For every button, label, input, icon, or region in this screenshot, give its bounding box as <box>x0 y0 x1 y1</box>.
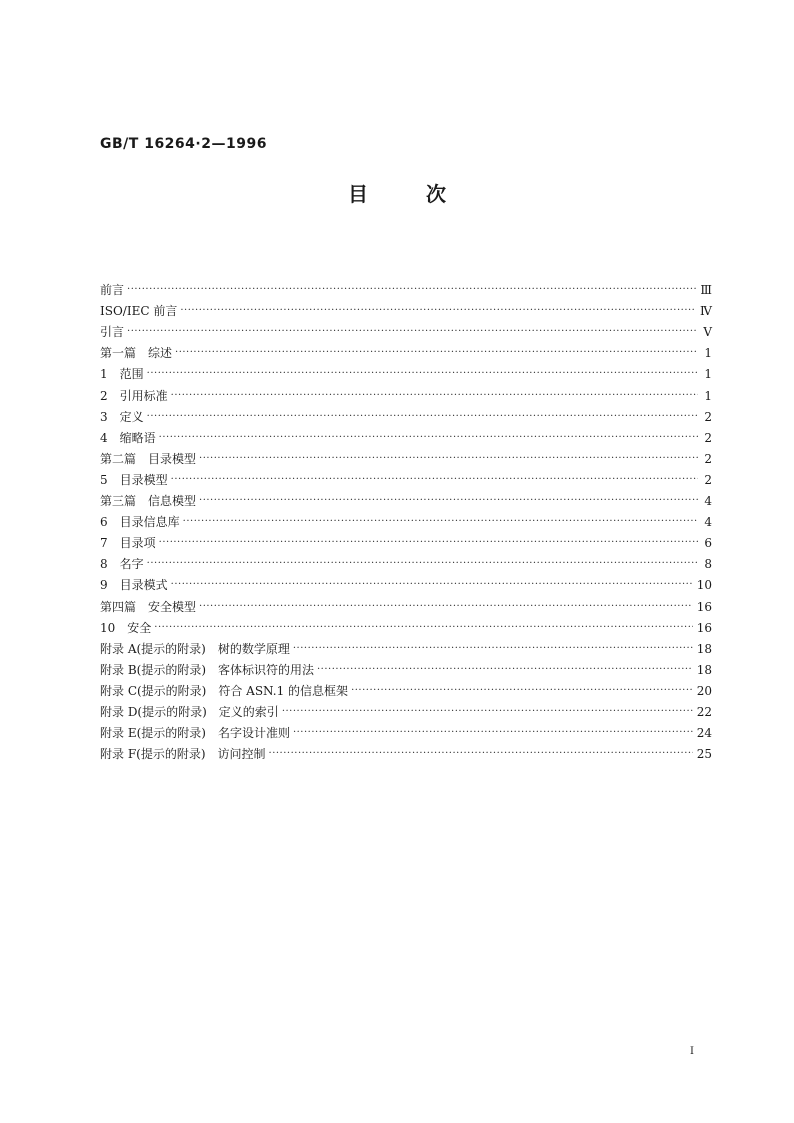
toc-entry-label: 附录 B(提示的附录) 客体标识符的用法 <box>100 662 314 677</box>
toc-entry[interactable] <box>100 445 712 466</box>
toc-entry-page: 2 <box>704 430 712 445</box>
toc-entry-label: 附录 A(提示的附录) 树的数学原理 <box>100 641 290 656</box>
toc-entry-label: ISO/IEC 前言 <box>100 304 178 319</box>
toc-dot-leader <box>199 494 698 508</box>
toc-entry-number: 6 <box>100 515 108 530</box>
toc-entry[interactable] <box>100 635 712 656</box>
toc-entry-page: 2 <box>704 409 712 424</box>
toc-entry-label: 定义 <box>119 409 144 424</box>
toc-entry-label: 第三篇 信息模型 <box>100 494 197 509</box>
toc-dot-leader <box>183 515 698 529</box>
toc-entry-page: 18 <box>696 662 712 677</box>
toc-entry-page: 2 <box>704 472 712 487</box>
toc-entry-number: 7 <box>100 536 108 551</box>
toc-dot-leader <box>293 642 693 656</box>
toc-entry[interactable] <box>100 698 712 719</box>
toc-entry[interactable] <box>100 719 712 740</box>
toc-entry-number: 10 <box>100 620 116 635</box>
toc-dot-leader <box>147 557 698 571</box>
toc-entry-page: 4 <box>704 515 712 530</box>
toc-entry-number: 1 <box>100 367 108 382</box>
toc-dot-leader <box>293 726 693 740</box>
toc-entry-label: 引用标准 <box>119 388 168 403</box>
toc-title-char-2: 次 <box>426 182 446 206</box>
toc-entry-label: 缩略语 <box>119 430 156 445</box>
toc-entry-page: Ⅳ <box>700 304 712 319</box>
toc-entry-page: 6 <box>704 536 712 551</box>
toc-entry-page: 25 <box>696 747 712 762</box>
standard-code: GB/T 16264·2—1996 <box>100 136 267 152</box>
toc-entry[interactable] <box>100 740 712 761</box>
toc-entry-label: 前言 <box>100 283 125 298</box>
toc-entry-page: 20 <box>696 683 712 698</box>
toc-entry[interactable] <box>100 424 712 445</box>
toc-entry-label: 附录 F(提示的附录) 访问控制 <box>100 747 266 762</box>
toc-dot-leader <box>317 663 693 677</box>
toc-entry[interactable] <box>100 297 712 318</box>
toc-entry[interactable] <box>100 339 712 360</box>
toc-entry-label: 附录 C(提示的附录) 符合 ASN.1 的信息框架 <box>100 683 349 698</box>
toc-dot-leader <box>269 747 693 761</box>
toc-entry-label: 附录 D(提示的附录) 定义的索引 <box>100 704 279 719</box>
toc-entry-page: 1 <box>704 367 712 382</box>
toc-entry-number: 5 <box>100 472 108 487</box>
toc-dot-leader <box>282 705 693 719</box>
toc-entry-page: 16 <box>696 620 712 635</box>
toc-entry[interactable] <box>100 403 712 424</box>
toc-title <box>0 178 794 207</box>
toc-entry[interactable] <box>100 529 712 550</box>
toc-dot-leader <box>127 325 698 339</box>
toc-entry-page: 18 <box>696 641 712 656</box>
toc-entry-page: Ⅴ <box>703 325 712 340</box>
toc-entry-number: 9 <box>100 578 108 593</box>
toc-entry-label: 目录信息库 <box>119 515 180 530</box>
toc-dot-leader <box>147 367 698 381</box>
toc-entry-label: 目录模型 <box>119 472 168 487</box>
toc-entry-label: 目录模式 <box>119 578 168 593</box>
toc-dot-leader <box>147 410 698 424</box>
toc-entry-label: 附录 E(提示的附录) 名字设计准则 <box>100 726 290 741</box>
toc-dot-leader <box>171 578 693 592</box>
toc-entry[interactable] <box>100 571 712 592</box>
toc-dot-leader <box>171 389 698 403</box>
toc-entry[interactable] <box>100 487 712 508</box>
toc-entry-label: 第二篇 目录模型 <box>100 451 197 466</box>
toc-entry-label: 第四篇 安全模型 <box>100 599 197 614</box>
toc-entry[interactable] <box>100 550 712 571</box>
toc-entry[interactable] <box>100 592 712 613</box>
toc-entry-label: 名字 <box>119 557 144 572</box>
toc-entry-page: 1 <box>704 388 712 403</box>
toc-entry-number: 4 <box>100 430 108 445</box>
toc-dot-leader <box>175 346 698 360</box>
toc-entry[interactable] <box>100 614 712 635</box>
toc-entry-number: 2 <box>100 388 108 403</box>
toc-entry-page: 2 <box>704 451 712 466</box>
toc-entry-number: 3 <box>100 409 108 424</box>
toc-entry-page: 10 <box>696 578 712 593</box>
toc-entry-page: 1 <box>704 346 712 361</box>
page-number: Ⅰ <box>690 1046 694 1057</box>
toc-entry-label: 范围 <box>119 367 144 382</box>
toc-entry-page: 8 <box>704 557 712 572</box>
toc-dot-leader <box>154 621 692 635</box>
table-of-contents <box>100 276 712 761</box>
toc-entry[interactable] <box>100 466 712 487</box>
toc-dot-leader <box>127 283 696 297</box>
toc-entry[interactable] <box>100 276 712 297</box>
toc-dot-leader <box>180 304 696 318</box>
toc-title-char-1: 目 <box>348 182 368 206</box>
toc-dot-leader <box>199 600 693 614</box>
toc-entry-label: 引言 <box>100 325 125 340</box>
toc-dot-leader <box>159 536 698 550</box>
toc-dot-leader <box>159 431 698 445</box>
toc-entry-page: 4 <box>704 494 712 509</box>
toc-dot-leader <box>171 473 698 487</box>
toc-entry-page: 16 <box>696 599 712 614</box>
toc-entry-number: 8 <box>100 557 108 572</box>
toc-entry[interactable] <box>100 656 712 677</box>
toc-dot-leader <box>199 452 698 466</box>
toc-entry[interactable] <box>100 360 712 381</box>
toc-entry-page: 24 <box>696 726 712 741</box>
toc-dot-leader <box>351 684 693 698</box>
toc-entry-label: 目录项 <box>119 536 156 551</box>
toc-entry[interactable] <box>100 677 712 698</box>
toc-entry[interactable] <box>100 381 712 402</box>
toc-entry-page: Ⅲ <box>700 283 712 298</box>
toc-entry[interactable] <box>100 508 712 529</box>
toc-entry-label: 第一篇 综述 <box>100 346 173 361</box>
toc-entry-label: 安全 <box>127 620 152 635</box>
toc-entry[interactable] <box>100 318 712 339</box>
toc-entry-page: 22 <box>696 704 712 719</box>
